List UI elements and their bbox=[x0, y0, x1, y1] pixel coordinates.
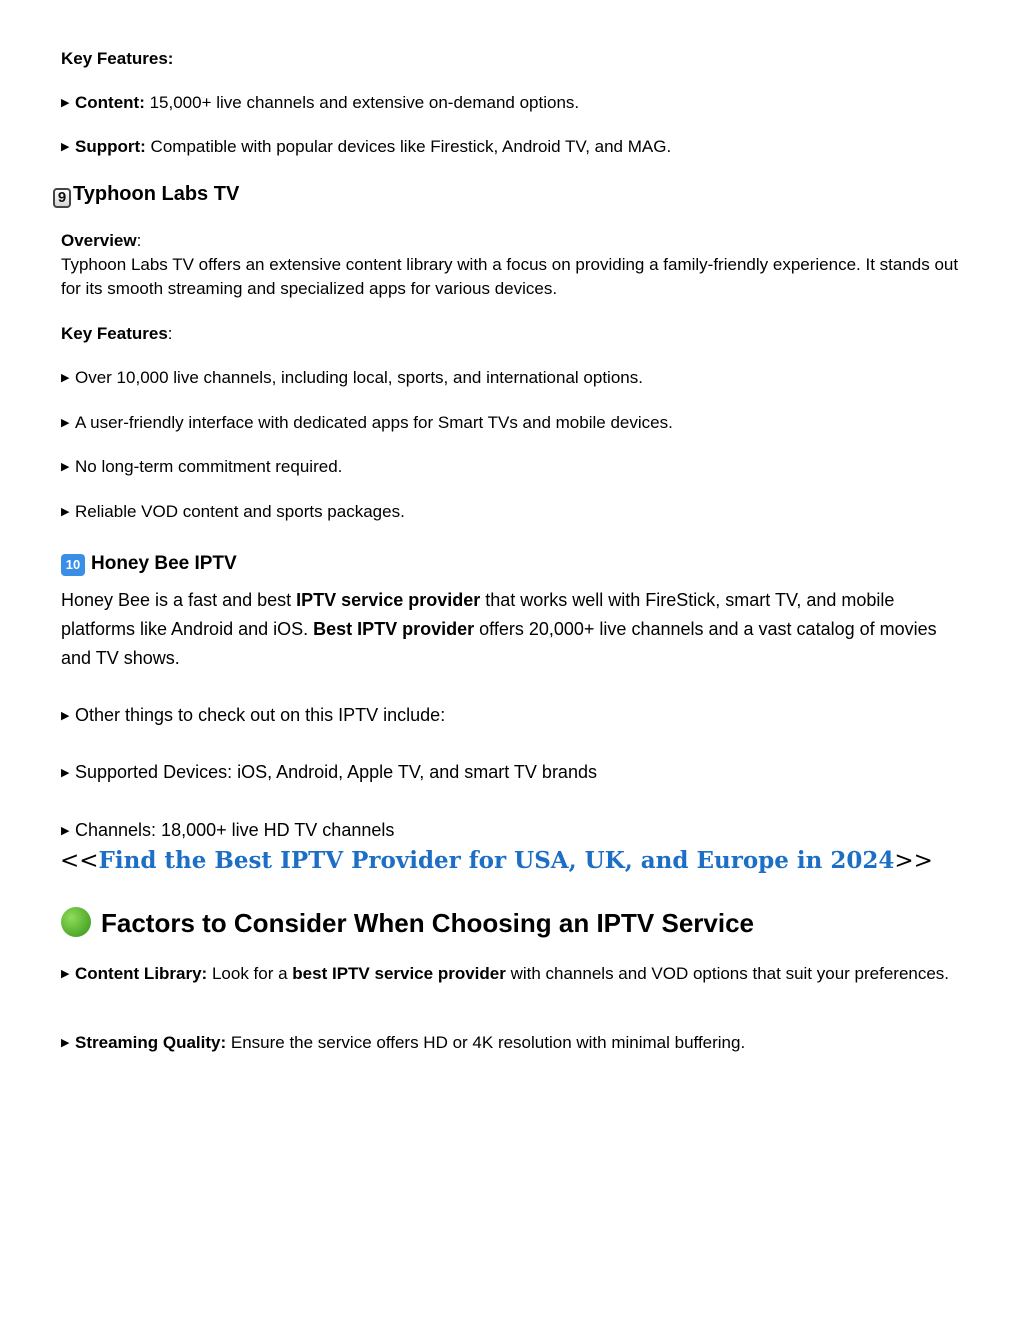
para-text: Honey Bee is a fast and best bbox=[61, 590, 297, 610]
bullet-triangle-icon: ▶ bbox=[61, 372, 70, 384]
overview-label-line bbox=[61, 229, 961, 253]
list-item-text: Over 10,000 live channels, including local, sports, and international options. bbox=[75, 368, 643, 387]
bullet-triangle-icon: ▶ bbox=[61, 417, 70, 429]
list-item-text: Supported Devices: iOS, Android, Apple TV, and smart TV brands bbox=[75, 762, 597, 782]
bullet-triangle-icon: ▶ bbox=[61, 506, 70, 518]
list-item-text: Other things to check out on this IPTV include: bbox=[75, 705, 446, 725]
list-item bbox=[61, 411, 961, 435]
feature-support bbox=[61, 135, 961, 159]
para-text: that works well with FireStick, smart TV, and mobile platforms like Android and iOS. bbox=[61, 590, 895, 639]
bullet-triangle-icon: ▶ bbox=[61, 97, 70, 109]
factor-label: Content Library: bbox=[75, 964, 208, 983]
list-item bbox=[61, 366, 961, 390]
promo-link-line bbox=[60, 845, 960, 877]
list-item-text: A user-friendly interface with dedicated apps for Smart TVs and mobile devices. bbox=[75, 413, 673, 432]
overview-text: Typhoon Labs TV offers an extensive content library with a focus on providing a family-friendly experience. It stands out for its smooth streaming and specialized apps for various devices. bbox=[61, 255, 959, 298]
list-item bbox=[61, 500, 961, 524]
list-item bbox=[61, 703, 961, 728]
section-title-typhoon bbox=[53, 180, 953, 208]
typhoon-title: Typhoon Labs TV bbox=[73, 183, 240, 205]
list-item-text: Channels: 18,000+ live HD TV channels bbox=[75, 820, 395, 840]
link-open-arrows: << bbox=[60, 848, 99, 874]
bullet-triangle-icon: ▶ bbox=[61, 461, 70, 473]
keycap-ten-icon: 10 bbox=[61, 554, 85, 576]
bullet-triangle-icon: ▶ bbox=[61, 968, 70, 980]
green-circle-icon bbox=[61, 907, 91, 937]
factors-title: Factors to Consider When Choosing an IPTV Service bbox=[101, 908, 754, 938]
bullet-triangle-icon: ▶ bbox=[61, 710, 70, 722]
para-bold: Best IPTV provider bbox=[313, 619, 475, 639]
honeybee-paragraph bbox=[61, 586, 961, 673]
feature-label: Support: bbox=[75, 137, 146, 156]
overview-label: Overview bbox=[61, 231, 137, 250]
features-label: Key Features bbox=[61, 324, 168, 343]
feature-label: Content: bbox=[75, 93, 145, 112]
factor-content-library bbox=[61, 962, 961, 986]
factor-text: Ensure the service offers HD or 4K resolution with minimal buffering. bbox=[226, 1033, 746, 1052]
factor-streaming-quality bbox=[61, 1031, 961, 1055]
bullet-triangle-icon: ▶ bbox=[61, 141, 70, 153]
list-item-text: No long-term commitment required. bbox=[75, 457, 343, 476]
factor-bold: best IPTV service provider bbox=[292, 964, 506, 983]
list-item-text: Reliable VOD content and sports packages. bbox=[75, 502, 405, 521]
features-colon: : bbox=[167, 324, 173, 343]
overview-colon: : bbox=[136, 231, 142, 250]
bullet-triangle-icon: ▶ bbox=[61, 767, 70, 779]
honeybee-title: Honey Bee IPTV bbox=[91, 553, 237, 574]
feature-text: Compatible with popular devices like Firestick, Android TV, and MAG. bbox=[145, 137, 672, 156]
bullet-triangle-icon: ▶ bbox=[61, 825, 70, 837]
factor-text: with channels and VOD options that suit your preferences. bbox=[505, 964, 950, 983]
typhoon-features-heading bbox=[61, 322, 961, 346]
keycap-nine-icon: 9 bbox=[53, 188, 71, 208]
factors-heading bbox=[61, 905, 961, 941]
factor-label: Streaming Quality: bbox=[75, 1033, 227, 1052]
list-item bbox=[61, 760, 961, 785]
feature-content bbox=[61, 91, 961, 115]
key-features-heading: Key Features: bbox=[61, 49, 174, 68]
bullet-triangle-icon: ▶ bbox=[61, 1037, 70, 1049]
list-item bbox=[61, 455, 961, 479]
list-item bbox=[61, 818, 961, 843]
section-title-honeybee bbox=[61, 550, 961, 578]
factor-text: Look for a bbox=[207, 964, 293, 983]
link-close-arrows: >> bbox=[894, 848, 933, 874]
feature-text: 15,000+ live channels and extensive on-demand options. bbox=[144, 93, 580, 112]
para-text: offers 20,000+ live channels and a vast catalog of movies and TV shows. bbox=[61, 619, 937, 668]
para-bold: IPTV service provider bbox=[296, 590, 481, 610]
best-iptv-provider-link[interactable]: Find the Best IPTV Provider for USA, UK, and Europe in 2024 bbox=[98, 847, 895, 874]
